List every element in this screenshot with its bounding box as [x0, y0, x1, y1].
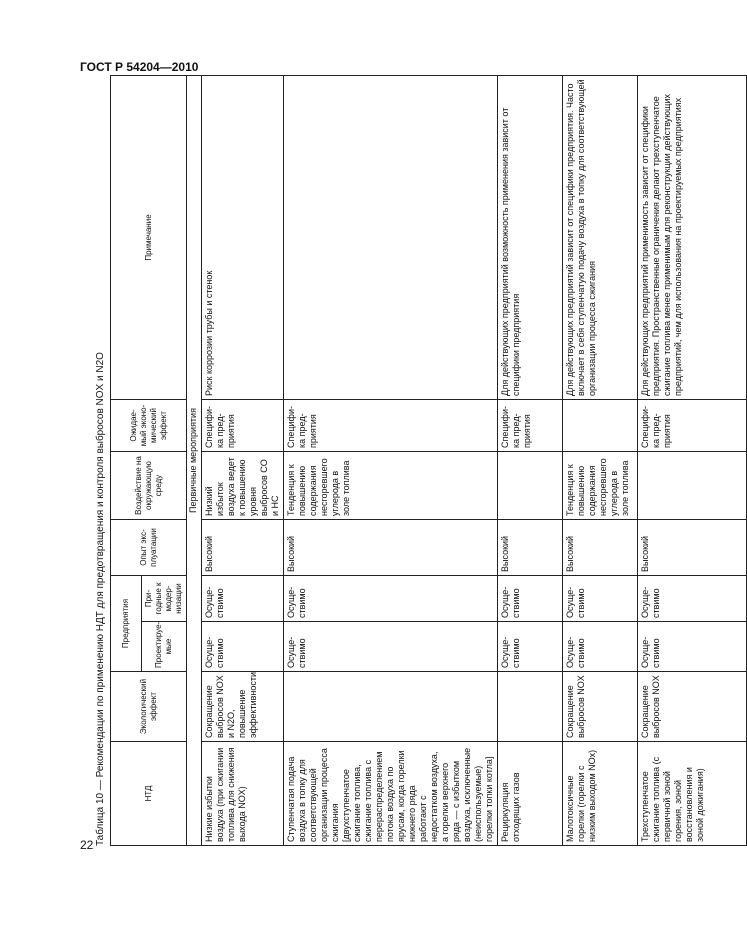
- header-enterprises: Предприятия: [111, 576, 142, 672]
- cell-note: [284, 76, 498, 400]
- header-designed: Проектируе-мые: [142, 622, 187, 672]
- cell-eco-effect: Сокращение выбросов NOX: [563, 672, 638, 742]
- cell-note: Для действующих предприятий зависит от специфики предприятия. Часто включает в себя ступенчатую подачу воздуха в топку для соответствующей организации процесса сжигания: [563, 76, 638, 400]
- cell-note: Для действующих предприятий применимость зависит от специфики предприятия. Пространственные ограничения делают трехступенчатое сжигание топлива менее применимым для реконструкции действующих предприятий, чем для использования на проектируемых предприятиях: [638, 76, 747, 400]
- cell-ndt: Трехступенчатое сжигание топлива (с первичной зоной горения, зоной восстановления и зоной дожигания): [638, 742, 747, 846]
- cell-designed: Осуще-ствимо: [498, 622, 563, 672]
- cell-note: Риск коррозии трубы и стенок: [202, 76, 284, 400]
- header-impact: Воздействие на окружающую среду: [111, 452, 187, 520]
- cell-suitable: Осуще-ствимо: [498, 576, 563, 622]
- document-standard-header: ГОСТ Р 54204—2010: [80, 60, 199, 74]
- cell-designed: Осуще-ствимо: [284, 622, 498, 672]
- table-caption: Таблица 10 — Рекомендации по применению НДТ для предотвращения и контроля выбросов NOX и N2O: [95, 352, 106, 846]
- cell-eco-effect: [284, 672, 498, 742]
- cell-econ-effect: Специфи-ка пред-приятия: [202, 400, 284, 452]
- cell-ndt: Рециркуляция отходящих газов: [498, 742, 563, 846]
- rotated-table-block: [92, 76, 705, 846]
- header-note: Примечание: [111, 76, 187, 400]
- cell-ndt: Низкие избытки воздуха (при сжигании топлива для снижения выхода NOX): [202, 742, 284, 846]
- section-primary-measures: Первичные мероприятия: [187, 76, 202, 846]
- cell-impact: [498, 452, 563, 520]
- cell-eco-effect: Сокращение выбросов NOX и N2O, повышение эффективности: [202, 672, 284, 742]
- cell-experience: Высокий: [563, 520, 638, 576]
- cell-experience: Высокий: [202, 520, 284, 576]
- cell-suitable: Осуще-ствимо: [638, 576, 747, 622]
- table-row: [284, 76, 498, 846]
- cell-ndt: Ступенчатая подача воздуха в топку для соответствующей организации процесса сжигания [двухступенчатое сжигание топлива, сжигание топлива с перераспределением потока воздуха по ярусам, когда горелки нижнего ряда работают с недостатком воздуха, а горелки верхнего ряда — с избытком воздуха, исключенные (неиспользуемые) горелки топки котла]: [284, 742, 498, 846]
- cell-ndt: Малотоксичные горелки (горелки с низким выходом NOx): [563, 742, 638, 846]
- table-row: [638, 76, 747, 846]
- cell-impact: Тенденция к повышению содержания несгоревшего углерода в золе топлива: [284, 452, 498, 520]
- table-row: [202, 76, 284, 846]
- cell-econ-effect: Специфи-ка пред-приятия: [638, 400, 747, 452]
- cell-impact: [638, 452, 747, 520]
- cell-suitable: Осуще-ствимо: [284, 576, 498, 622]
- table-row: [498, 76, 563, 846]
- cell-suitable: Осуще-ствимо: [563, 576, 638, 622]
- page-number: 22: [80, 838, 94, 852]
- cell-experience: Высокий: [498, 520, 563, 576]
- cell-designed: Осуще-ствимо: [202, 622, 284, 672]
- header-experience: Опыт экс-плуатации: [111, 520, 187, 576]
- header-econ-effect: Ожидае-мый эконо-мический эффект: [111, 400, 187, 452]
- cell-impact: Низкий избыток воздуха ведет к повышению уровня выбросов CO и HC: [202, 452, 284, 520]
- cell-econ-effect: Специфи-ка пред-приятия: [498, 400, 563, 452]
- header-ndt: НТД: [111, 742, 187, 846]
- cell-experience: Высокий: [638, 520, 747, 576]
- cell-eco-effect: [498, 672, 563, 742]
- header-eco-effect: Экологический эффект: [111, 672, 187, 742]
- cell-designed: Осуще-ствимо: [563, 622, 638, 672]
- cell-impact: Тенденция к повышению содержания несгоревшего углерода в золе топлива: [563, 452, 638, 520]
- cell-suitable: Осуще-ствимо: [202, 576, 284, 622]
- ndt-recommendations-table: [110, 75, 747, 846]
- cell-econ-effect: [563, 400, 638, 452]
- cell-econ-effect: Специфи-ка пред-приятия: [284, 400, 498, 452]
- cell-experience: Высокий: [284, 520, 498, 576]
- cell-designed: Осуще-ствимо: [638, 622, 747, 672]
- table-row: [563, 76, 638, 846]
- cell-note: Для действующих предприятий возможность применения зависит от специфики предприятия: [498, 76, 563, 400]
- header-suitable: При-годные к модер-низации: [142, 576, 187, 622]
- cell-eco-effect: Сокращение выбросов NOX: [638, 672, 747, 742]
